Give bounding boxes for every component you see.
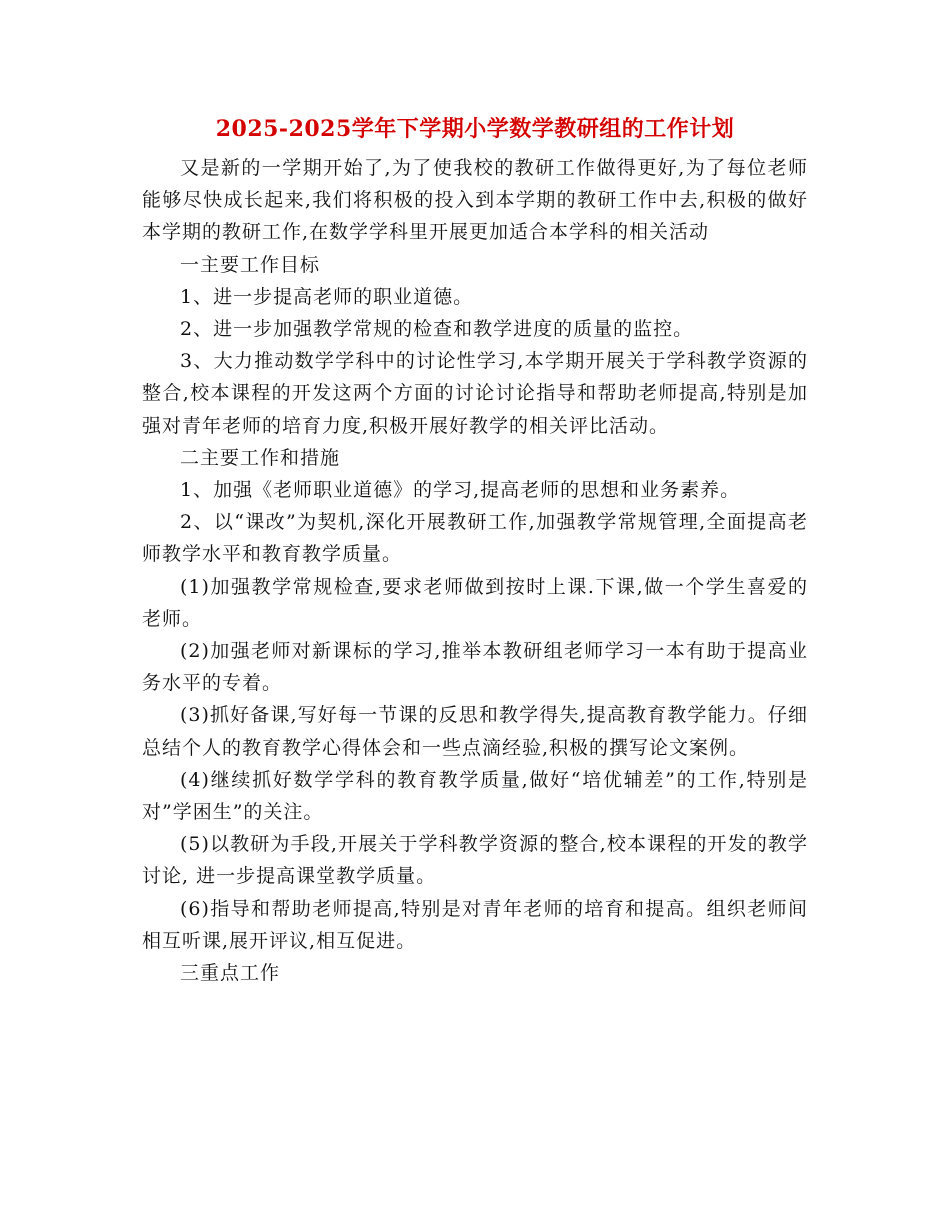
goal-item: 1、进一步提高老师的职业道德。: [180, 285, 474, 308]
measure-item: 2、以“课改”为契机,深化开展教研工作,加强教学常规管理,全面提高老师教学水平和教育教学质量。: [142, 511, 808, 566]
measure-item: 1、加强《老师职业道德》的学习,提高老师的思想和业务素养。: [180, 479, 741, 502]
section-heading-key-work: 三重点工作: [180, 962, 281, 985]
sub-measure-item: (6)指导和帮助老师提高,特别是对青年老师的培育和提高。组织老师间相互听课,展开评议,相互促进。: [142, 897, 808, 952]
goal-item: 2、进一步加强教学常规的检查和教学进度的质量的监控。: [180, 318, 694, 341]
section-heading-goals: 一主要工作目标: [180, 253, 321, 276]
goal-item: 3、大力推动数学学科中的讨论性学习,本学期开展关于学科教学资源的整合,校本课程的开发这两个方面的讨论讨论指导和帮助老师提高,特别是加强对青年老师的培育力度,积极开展好教学的相关评比活动。: [142, 350, 808, 437]
intro-paragraph: 又是新的一学期开始了,为了使我校的教研工作做得更好,为了每位老师能够尽快成长起来,我们将积极的投入到本学期的教研工作中去,积极的做好本学期的教研工作,在数学学科里开展更加适合本学科的相关活动: [142, 157, 808, 244]
section-heading-measures: 二主要工作和措施: [180, 446, 341, 469]
sub-measure-item: (4)继续抓好数学学科的教育教学质量,做好“培优辅差”的工作,特别是对”学困生”的关注。: [142, 768, 808, 824]
document-body: [142, 152, 808, 989]
sub-measure-item: (5)以教研为手段,开展关于学科教学资源的整合,校本课程的开发的教学讨论, 进一步提高课堂教学质量。: [142, 833, 808, 888]
sub-measure-item: (1)加强教学常规检查,要求老师做到按时上课.下课,做一个学生喜爱的老师。: [142, 575, 808, 630]
sub-measure-item: (2)加强老师对新课标的学习,推举本教研组老师学习一本有助于提高业务水平的专着。: [142, 640, 808, 695]
sub-measure-item: (3)抓好备课,写好每一节课的反思和教学得失,提高教育教学能力。仔细总结个人的教育教学心得体会和一些点滴经验,积极的撰写论文案例。: [142, 704, 808, 759]
document-title: 2025-2025学年下学期小学数学教研组的工作计划: [215, 116, 735, 142]
